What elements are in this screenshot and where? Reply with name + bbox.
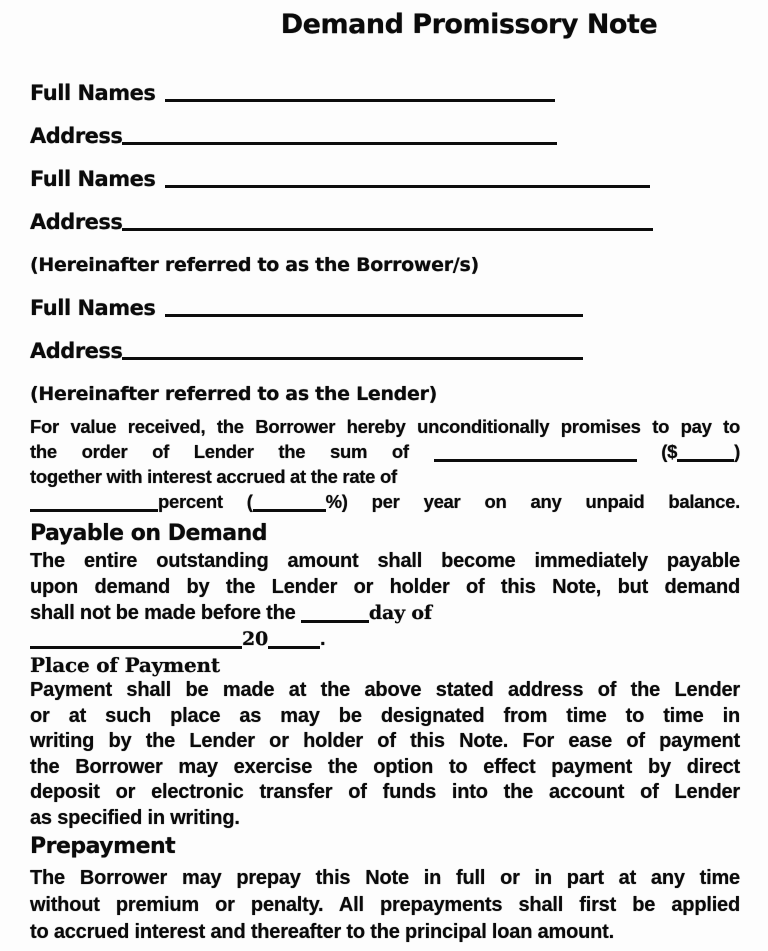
dollar-paren-close: ): [734, 441, 741, 462]
value-clause-line4: [30, 489, 740, 514]
full-names-label: Full Names: [30, 81, 156, 105]
address-blank-line: [122, 142, 557, 145]
day-of-text: day of: [368, 602, 432, 624]
borrower1-full-names-row: [30, 64, 740, 107]
prepayment-line: without premium or penalty. All prepayments shall first be applied: [30, 894, 740, 916]
value-received-clause: [30, 414, 740, 514]
address-label: Address: [30, 124, 123, 148]
interest-rate-number-blank-line: [253, 506, 326, 512]
demand-month-blank-line: [30, 643, 242, 649]
full-names-label: Full Names: [30, 167, 156, 191]
before-the-text: shall not be made before the: [30, 602, 296, 624]
percent-text: percent (: [158, 491, 253, 512]
value-clause-line3: together with interest accrued at the rate of: [30, 466, 397, 487]
place-of-payment-line: writing by the Lender or holder of this Note. For ease of payment: [30, 730, 740, 752]
percent-tail-text: %) per year on any unpaid balance.: [325, 491, 740, 512]
prepayment-heading: Prepayment: [30, 834, 176, 859]
demand-day-blank-line: [301, 617, 369, 623]
address-blank-line: [122, 357, 583, 360]
payable-line1: The entire outstanding amount shall become immediately payable: [30, 550, 740, 572]
address-blank-line: [122, 228, 653, 231]
borrower2-address-row: [30, 193, 740, 236]
document-title: Demand Promissory Note: [280, 9, 658, 40]
year-prefix-text: 20: [242, 628, 269, 650]
prepayment-line: The Borrower may prepay this Note in full or in part at any time: [30, 867, 740, 889]
demand-year-blank-line: [268, 643, 320, 649]
lender-full-names-row: [30, 279, 740, 322]
place-of-payment-heading: Place of Payment: [30, 653, 220, 677]
value-clause-line2: [30, 439, 740, 464]
borrower-designation-note: (Hereinafter referred to as the Borrower/s): [30, 254, 479, 276]
address-label: Address: [30, 210, 123, 234]
payable-on-demand-heading: Payable on Demand: [30, 521, 268, 546]
borrower2-full-names-row: [30, 150, 740, 193]
prepayment-line: to accrued interest and thereafter to the principal loan amount.: [30, 921, 614, 943]
payable-line2: upon demand by the Lender or holder of this Note, but demand: [30, 576, 740, 598]
period-text: .: [320, 628, 326, 650]
value-clause-line1: For value received, the Borrower hereby unconditionally promises to pay to: [30, 416, 740, 437]
payable-line4: [30, 626, 740, 652]
place-of-payment-paragraph: [30, 678, 740, 831]
place-of-payment-line: as specified in writing.: [30, 806, 240, 829]
borrower1-address-row: [30, 107, 740, 150]
address-label: Address: [30, 339, 123, 363]
place-of-payment-line: or at such place as may be designated from time to time in: [30, 704, 740, 727]
place-of-payment-line: Payment shall be made at the above stated address of the Lender: [30, 679, 740, 701]
place-of-payment-line: deposit or electronic transfer of funds into the account of Lender: [30, 781, 740, 803]
interest-rate-words-blank-line: [30, 506, 158, 512]
lender-address-row: [30, 322, 740, 365]
sum-of-text: the order of Lender the sum of: [30, 441, 409, 462]
dollar-paren-open: ($: [661, 441, 678, 462]
full-names-label: Full Names: [30, 296, 156, 320]
full-names-blank-line: [165, 314, 583, 317]
payable-on-demand-paragraph: [30, 548, 740, 652]
payable-line3: [30, 600, 740, 626]
sum-amount-words-blank-line: [434, 456, 637, 462]
prepayment-paragraph: [30, 865, 740, 946]
full-names-blank-line: [165, 185, 650, 188]
lender-designation-note: (Hereinafter referred to as the Lender): [30, 383, 438, 405]
dollar-amount-blank-line: [677, 456, 734, 462]
full-names-blank-line: [165, 99, 555, 102]
place-of-payment-line: the Borrower may exercise the option to effect payment by direct: [30, 755, 740, 778]
